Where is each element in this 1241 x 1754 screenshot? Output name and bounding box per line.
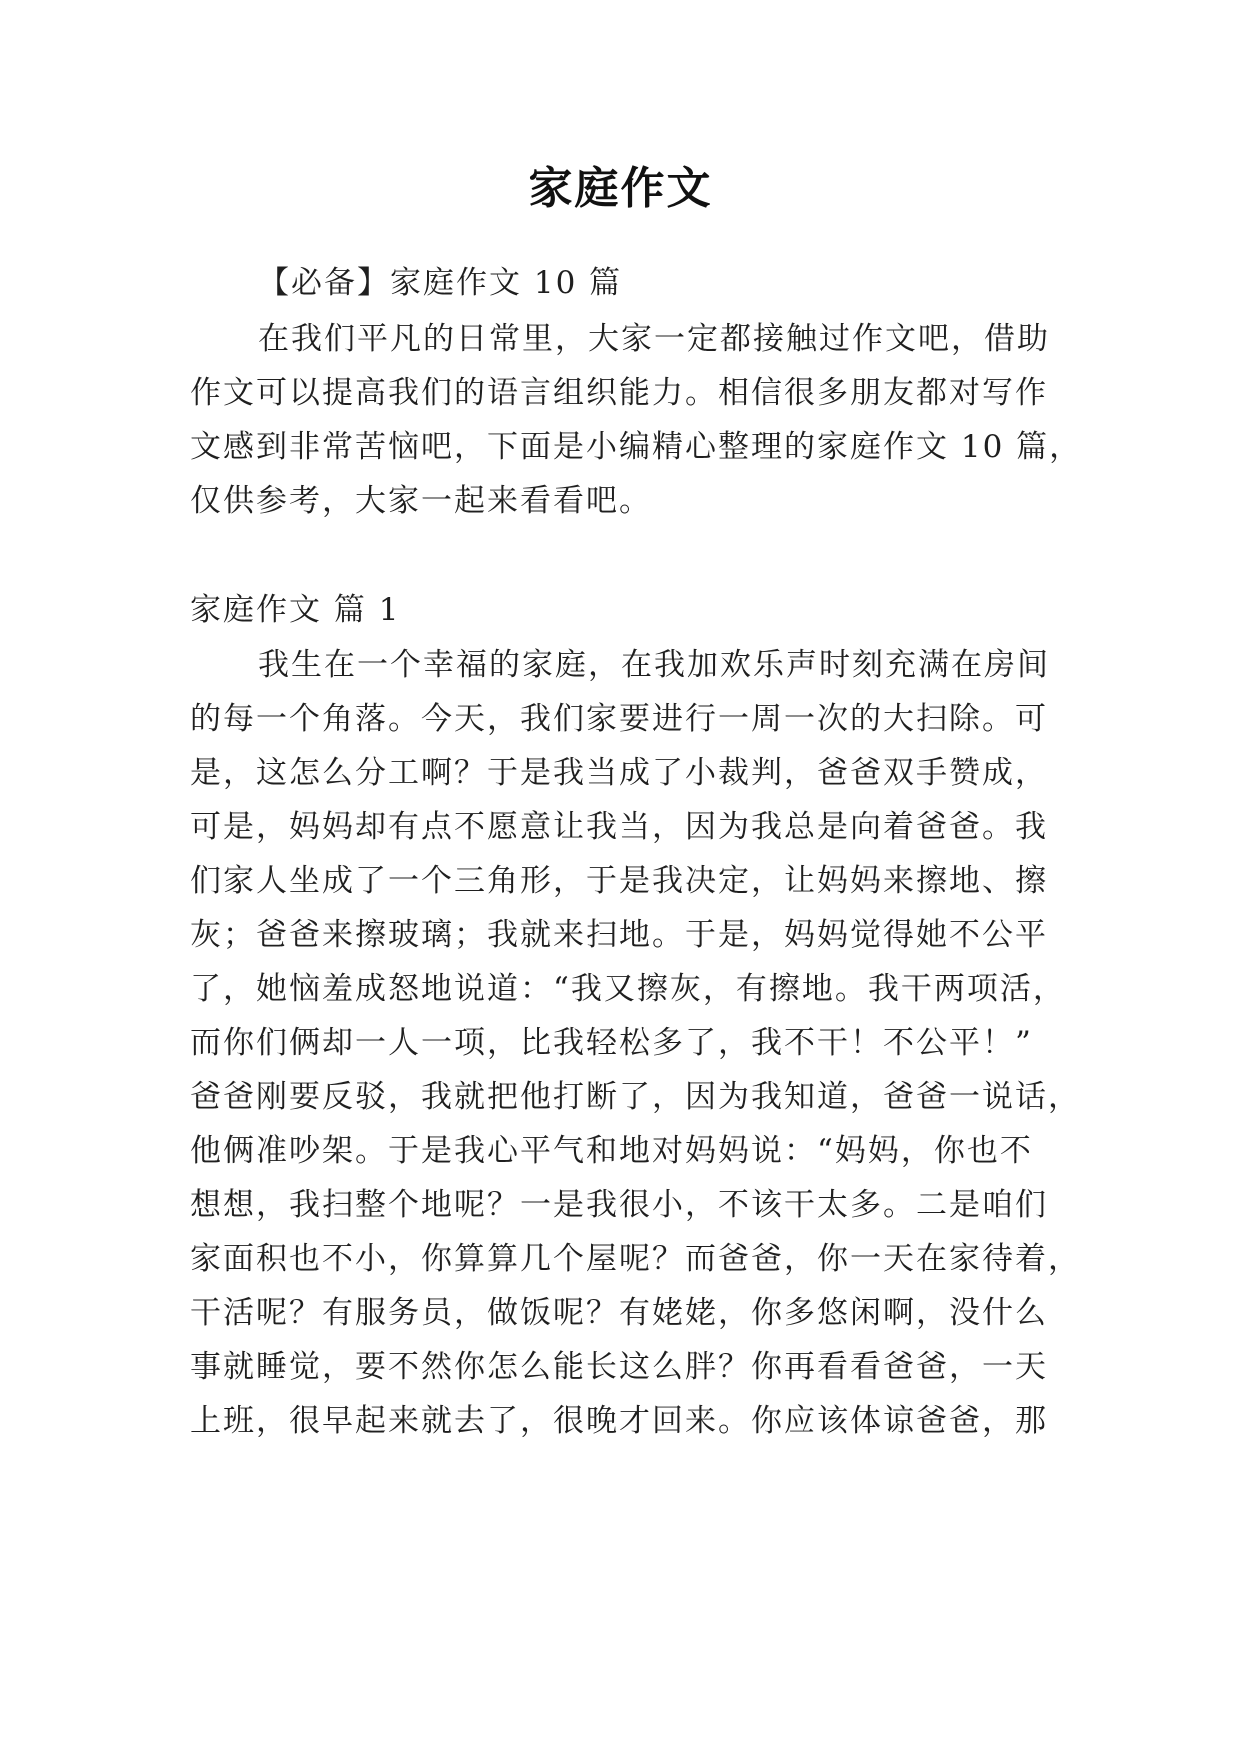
intro-line: 作文可以提高我们的语言组织能力。相信很多朋友都对写作: [190, 375, 1048, 411]
section-heading: 家庭作文 篇 1: [190, 592, 401, 628]
body-line: 爸爸刚要反驳，我就把他打断了，因为我知道，爸爸一说话，: [190, 1079, 1081, 1115]
body-line: 家面积也不小，你算算几个屋呢？而爸爸，你一天在家待着，: [190, 1241, 1081, 1277]
body-line: 灰；爸爸来擦玻璃；我就来扫地。于是，妈妈觉得她不公平: [190, 917, 1048, 953]
body-line: 是，这怎么分工啊？于是我当成了小裁判，爸爸双手赞成，: [190, 755, 1048, 791]
body-line: 我生在一个幸福的家庭，在我加欢乐声时刻充满在房间: [258, 647, 1050, 683]
intro-line: 文感到非常苦恼吧，下面是小编精心整理的家庭作文 10 篇，: [190, 429, 1083, 465]
body-line: 了，她恼羞成怒地说道：“我又擦灰，有擦地。我干两项活，: [190, 971, 1066, 1007]
body-line: 事就睡觉，要不然你怎么能长这么胖？你再看看爸爸，一天: [190, 1349, 1048, 1385]
intro-line: 在我们平凡的日常里，大家一定都接触过作文吧，借助: [258, 321, 1050, 357]
body-line: 的每一个角落。今天，我们家要进行一周一次的大扫除。可: [190, 701, 1048, 737]
body-line: 可是，妈妈却有点不愿意让我当，因为我总是向着爸爸。我: [190, 809, 1048, 845]
body-line: 他俩准吵架。于是我心平气和地对妈妈说：“妈妈，你也不: [190, 1133, 1033, 1169]
intro-heading: 【必备】家庭作文 10 篇: [258, 265, 623, 301]
document-title: 家庭作文: [528, 163, 713, 214]
body-line: 干活呢？有服务员，做饭呢？有姥姥，你多悠闲啊，没什么: [190, 1295, 1048, 1331]
body-line: 上班，很早起来就去了，很晚才回来。你应该体谅爸爸，那: [190, 1403, 1048, 1439]
body-line: 们家人坐成了一个三角形，于是我决定，让妈妈来擦地、擦: [190, 863, 1048, 899]
body-line: 想想，我扫整个地呢？一是我很小，不该干太多。二是咱们: [190, 1187, 1048, 1223]
intro-line: 仅供参考，大家一起来看看吧。: [190, 483, 652, 519]
body-line: 而你们俩却一人一项，比我轻松多了，我不干！不公平！”: [190, 1025, 1033, 1061]
